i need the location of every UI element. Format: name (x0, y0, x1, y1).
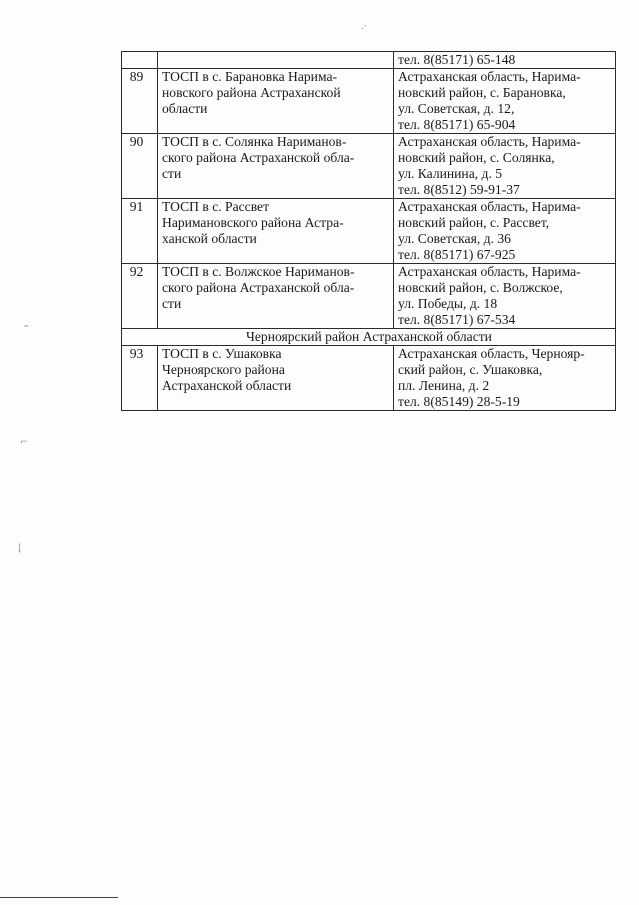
address-cell (394, 199, 616, 264)
address-line: Астраханская область, Нарима- (398, 199, 581, 214)
address-line: тел. 8(85149) 28-5-19 (398, 394, 520, 409)
address-line: ул. Победы, д. 18 (398, 296, 498, 311)
address-cell (394, 134, 616, 199)
region-header: Черноярский район Астраханской области (122, 329, 616, 346)
address-line: новский район, с. Солянка, (398, 150, 555, 165)
address-line: тел. 8(8512) 59-91-37 (398, 182, 520, 197)
table-row (122, 69, 616, 134)
footnote-rule (0, 897, 118, 898)
address-line: Астраханская область, Чернояр- (398, 346, 585, 361)
office-name-line: ТОСП в с. Барановка Нарима- (162, 69, 338, 84)
row-number (122, 52, 158, 69)
office-name-line: новского района Астраханской (162, 85, 341, 100)
address-cell (394, 346, 616, 411)
address-cell (394, 52, 616, 69)
office-name-line: области (162, 101, 208, 116)
address-line: новский район, с. Барановка, (398, 85, 566, 100)
region-header-row (122, 329, 616, 346)
scan-speck: ⌊ (18, 543, 22, 554)
address-line: ул. Советская, д. 36 (398, 231, 511, 246)
scan-speck: ⌃ (22, 324, 31, 335)
office-name-cell (158, 69, 394, 134)
office-name-line: сти (162, 166, 182, 181)
address-line: тел. 8(85171) 65-148 (398, 52, 516, 67)
office-name-line: сти (162, 296, 182, 311)
address-line: ский район, с. Ушаковка, (398, 362, 543, 377)
address-line: тел. 8(85171) 67-925 (398, 247, 516, 262)
address-line: пл. Ленина, д. 2 (398, 378, 490, 393)
office-name-cell (158, 199, 394, 264)
office-name-line: ТОСП в с. Солянка Нариманов- (162, 134, 347, 149)
address-cell (394, 69, 616, 134)
office-name-line: ТОСП в с. Волжское Нариманов- (162, 264, 355, 279)
address-line: тел. 8(85171) 67-534 (398, 312, 516, 327)
office-name-line: Черноярского района (162, 362, 285, 377)
row-number: 93 (122, 346, 158, 411)
office-name-line: ТОСП в с. Рассвет (162, 199, 270, 214)
office-name-cell (158, 264, 394, 329)
address-line: новский район, с. Волжское, (398, 280, 563, 295)
registry-table (121, 51, 616, 411)
row-number: 91 (122, 199, 158, 264)
table-row (122, 52, 616, 69)
office-name-line: Наримановского района Астра- (162, 215, 344, 230)
row-number: 90 (122, 134, 158, 199)
address-line: Астраханская область, Нарима- (398, 69, 581, 84)
registry-table-body (122, 52, 616, 411)
address-line: новский район, с. Рассвет, (398, 215, 550, 230)
row-number: 89 (122, 69, 158, 134)
office-name-line: ского района Астраханской обла- (162, 150, 355, 165)
table-row (122, 134, 616, 199)
office-name-line: ского района Астраханской обла- (162, 280, 355, 295)
address-line: Астраханская область, Нарима- (398, 264, 581, 279)
row-number: 92 (122, 264, 158, 329)
office-name-line: ханской области (162, 231, 257, 246)
address-cell (394, 264, 616, 329)
office-name-line: Астраханской области (162, 378, 292, 393)
table-row (122, 199, 616, 264)
office-name-cell (158, 52, 394, 69)
scan-speck: ⌐ (20, 437, 29, 448)
office-name-line: ТОСП в с. Ушаковка (162, 346, 282, 361)
address-line: тел. 8(85171) 65-904 (398, 117, 516, 132)
address-line: ул. Калинина, д. 5 (398, 166, 503, 181)
scan-speck: ·′ (361, 24, 367, 35)
office-name-cell (158, 134, 394, 199)
table-row (122, 264, 616, 329)
address-line: Астраханская область, Нарима- (398, 134, 581, 149)
address-line: ул. Советская, д. 12, (398, 101, 515, 116)
office-name-cell (158, 346, 394, 411)
table-row (122, 346, 616, 411)
